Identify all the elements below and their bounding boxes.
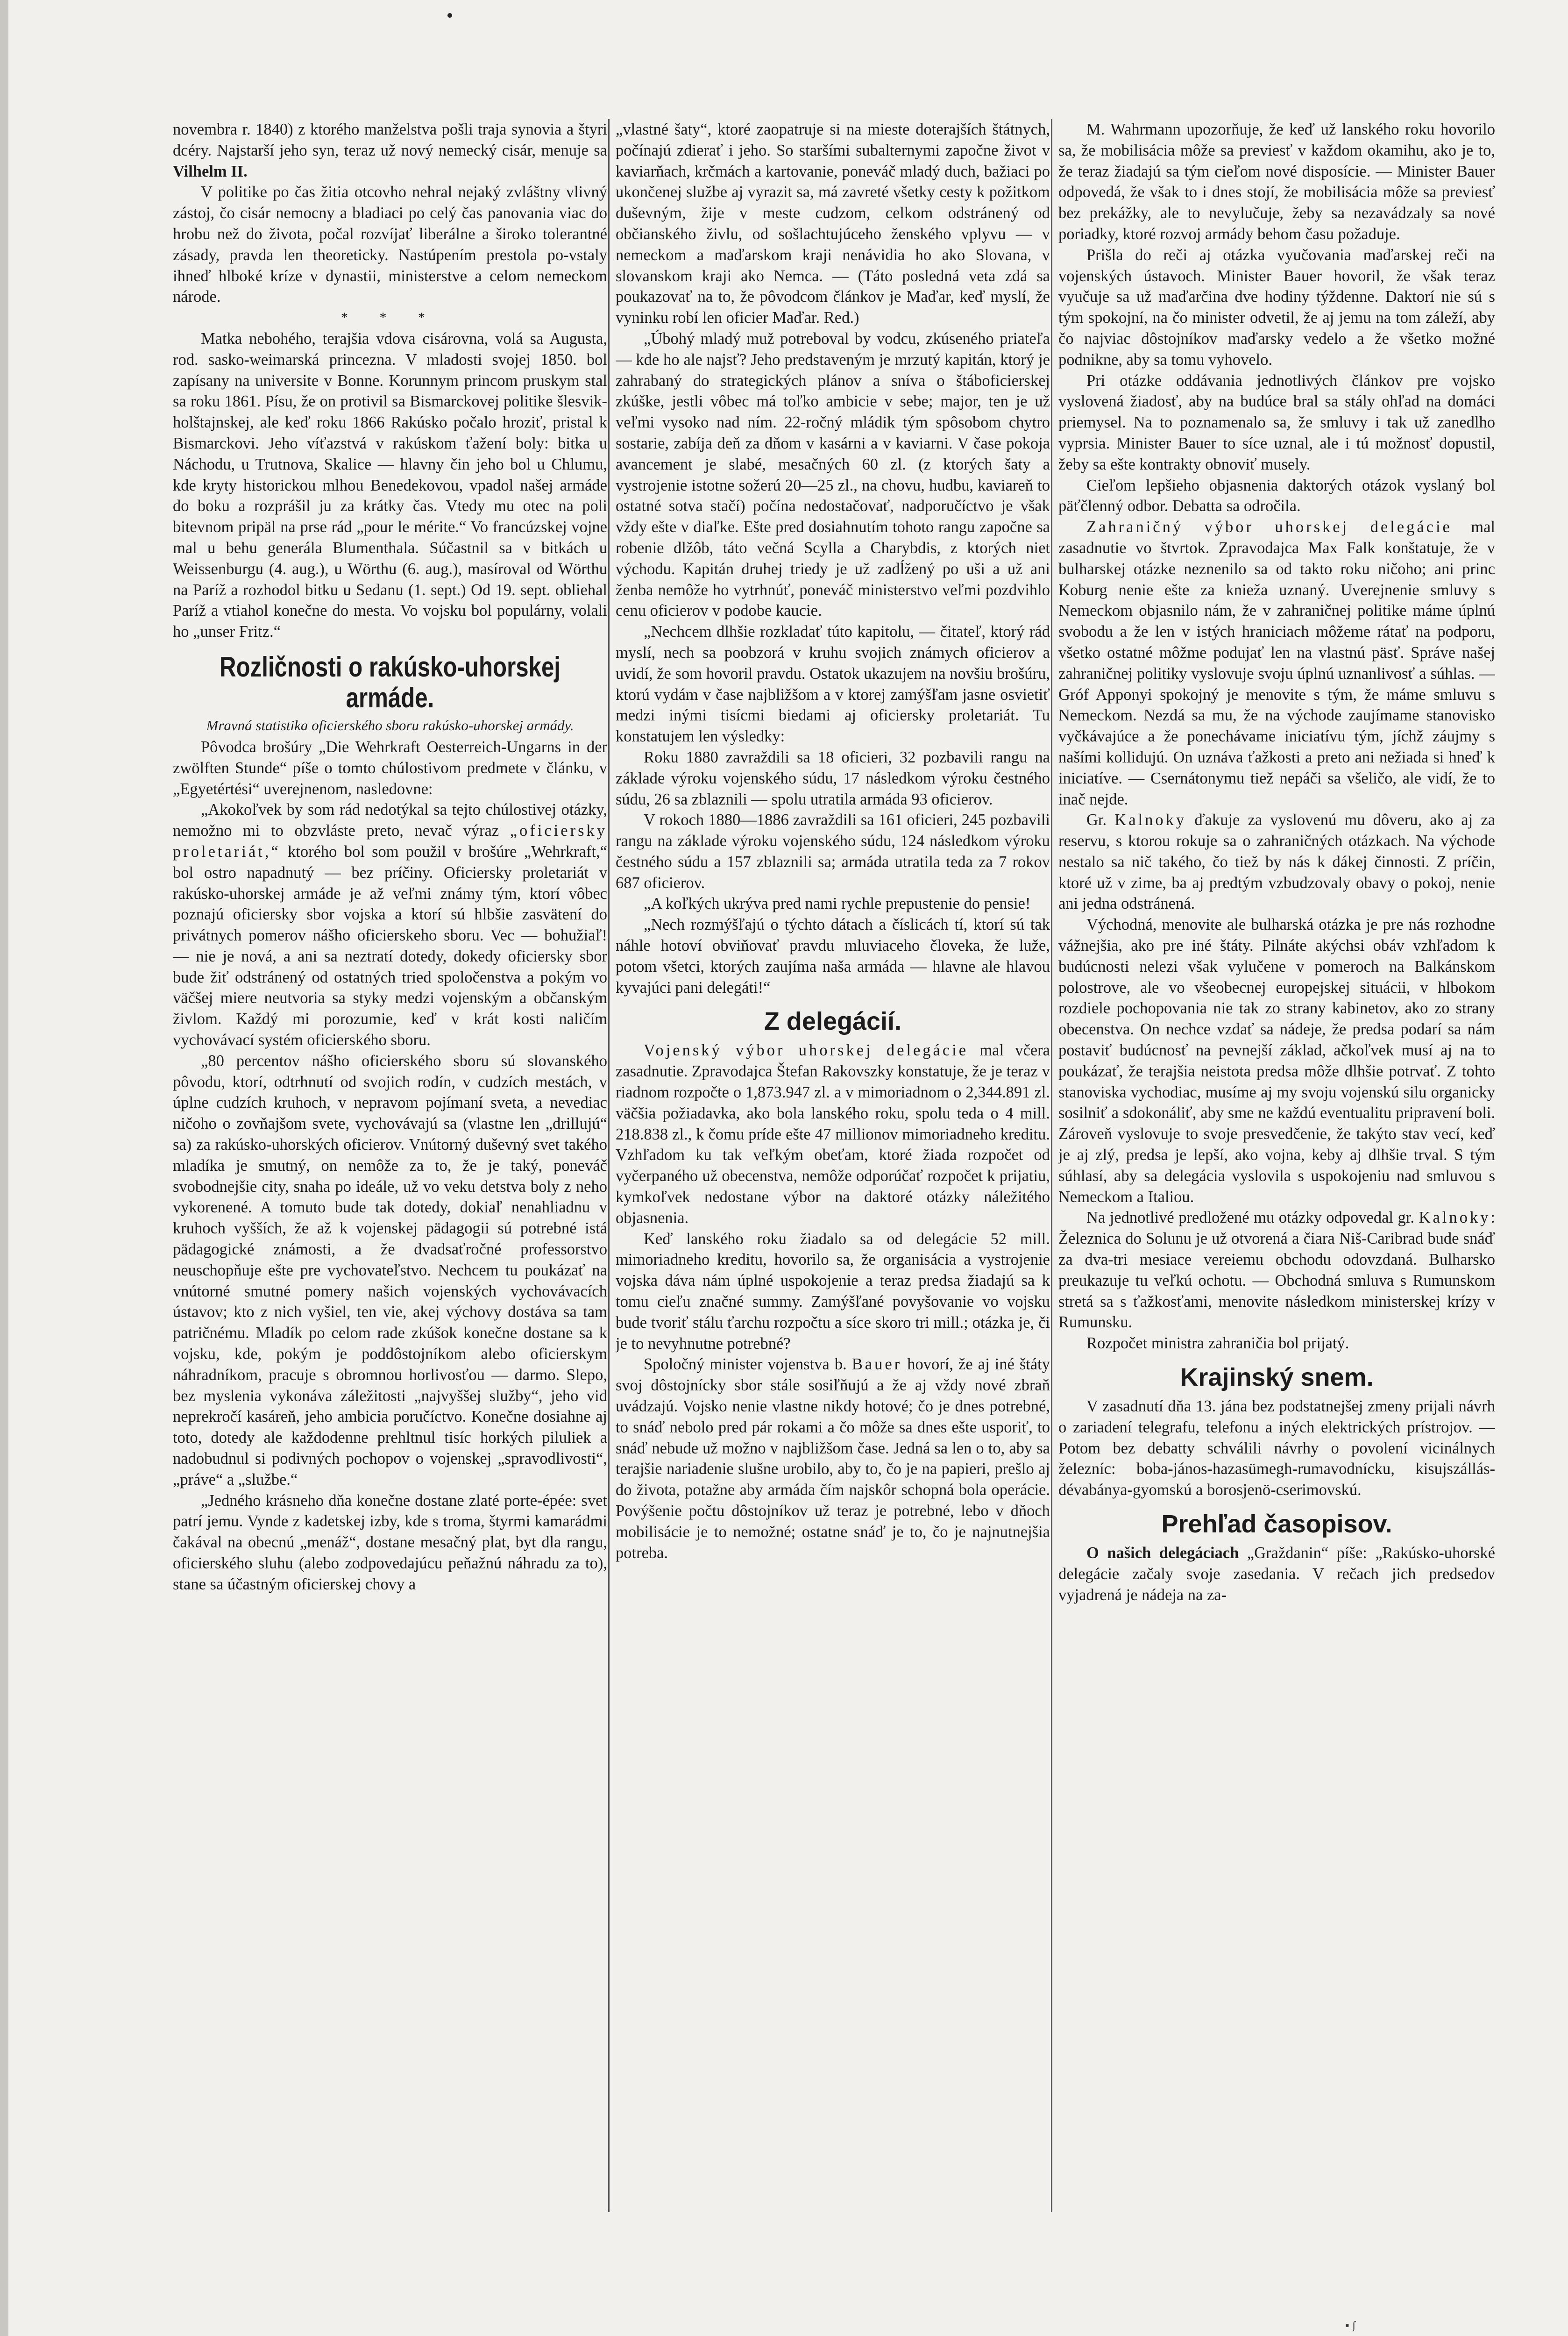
paragraph: Pri otázke oddávania jednotlivých článkov pre vojsko vyslovená žiadosť, aby na budúce bral sa stály ohľad na domáci priemysel. Na to poznamenalo sa, že smluvy i tak už zanedlho vyprsia. Minister Bauer to síce uznal, ale i tú možnosť dopustil, žeby sa ešte kontrakty obnoviť musely. [1058, 371, 1495, 473]
paragraph: Spoločný minister vojenstva b. Bauer hovorí, že aj iné štáty svoj dôstojnícky sbor stále sosiľňujú a že aj vždy nové zbraň uvádzajú. Vojsko nenie vlastne nikdy hotové; čo je dnes potrebné, to snáď nebolo pred pár rokami a čo môže sa dnes ešte usporiť, to snáď nebude už možno v najbližšom čase. Jedná sa len o to, aby sa terajšie nariadenie slušne urobilo, aby to, čo je na papieri, prešlo aj do života, potažne aby armáda čím najskôr schopná bola operácie. Povýšenie počtu dôstojníkov už teraz je potrebné, lebo v dňoch mobilisácie je to nemožné; ostatne snáď je to, čo je najnutnejšia potreba. [616, 1355, 1050, 1562]
article-heading: Rozličnosti o rakúsko-uhorskej armáde. [220, 651, 561, 713]
paragraph: „Jedného krásneho dňa konečne dostane zlaté porte-épée: svet patrí jemu. Vynde z kadetskej izby, kde s troma, štyrmi kamarádmi čakával na obecnú „menáž“, dostane mesačný plat, byt dla rangu, oficierského sluhu (alebo zodpovedajúcu peňažnú náhradu za to), stane sa účastným oficierskej chovy a [173, 1491, 607, 1593]
column-3 [1058, 119, 1495, 2212]
paragraph: Cieľom lepšieho objasnenia daktorých otázok vyslaný bol päťčlenný odbor. Debatta sa odročila. [1058, 476, 1495, 515]
paragraph: „Akokoľvek by som rád nedotýkal sa tejto chúlostivej otázky, nemožno mi to obzvláste preto, nevač výraz „oficiersky proletariát,“ ktorého bol som použil v brošúre „Wehrkraft,“ bol ostro napadnutý — bez príčiny. Oficiersky proletariát v rakúsko-uhorskej armáde je až veľmi známy tým, ktorí vôbec poznajú oficiersky sbor vojska a ktorí sú hlbšie zasvätení do privátnych pomerov nášho oficierskeho sboru. Vec — bohužiaľ! — nie je nová, a ani sa neztratí dotedy, dokedy oficiersky sbor bude žiť odstránený od ostatných tried spoločenstva a pokým vo väčšej miere neutvoria sa styky medzi vojenským a občanským živlom. Každý mi porozumie, keď v krát kosti naličím vychovávací systém oficierského sboru. [173, 801, 607, 1049]
paragraph: Gr. Kalnoky ďakuje za vyslovenú mu dôveru, ako aj za reservu, s ktorou rokuje sa o zahraničných otázkach. Na východe nestalo sa nič takého, čo tiež by nás k dákej činnosti. Z príčin, ktoré už v zime, ba aj predtým vzbudzovaly obavy o pokoj, nenie ani jedna odstránená. [1058, 811, 1495, 913]
paragraph: novembra r. 1840) z ktorého manželstva pošli traja synovia a štyri dcéry. Najstarší jeho syn, teraz už nový nemecký cisár, menuje sa Vilhelm II. [173, 121, 607, 180]
paragraph: „80 percentov nášho oficierského sboru sú slovanského pôvodu, ktorí, odtrhnutí od svojich rodín, v cudzích mestách, v úplne cudzích kruhoch, v nepravom pojímaní sveta, a nevediac ničoho o zovňajšom svete, vychovávajú sa (vlastne len „drillujú“ sa) za rakúsko-uhorských oficierov. Vnútorný duševný svet takého mladíka je smutný, on nemôže za to, že je taký, poneváč svobodnejšie city, snaha po ideále, už vo veku detstva boly z neho vykorenené. A tomuto bude tak dotedy, dokiaľ nenahliadnu v kruhoch vyšších, že až k vojenskej pädagogii sú potrebné istá pädagogické známosti, a že dvadsaťročné professorstvo neuschopňuje ešte pre vychovateľstvo. Nechcem tu poukázať na vnútorné smutné pomery našich vojenských vychovávacích ústavov; kto z nich vyšiel, ten vie, akej výchovy dostáva sa tam patričnému. Mladík po celom rade zkúšok konečne dostane sa k vojsku, kde, pokým je poddôstojníkom alebo oficierskym náhradníkom, pracuje s obromnou horlivosťou — darmo. Slepo, bez myslenia vykonáva záležitosti „najvyššej služby“, jeho vid neprekročí kasáreň, jeho ambicia poručíctvo. Konečne dosiahne aj toto, dotedy ale každodenne prehltnul tisíc horkých piluliek a nadobudnul si podivných pochopov o vojenskej „spravodlivosti“, „práve“ a „službe.“ [173, 1052, 607, 1488]
paragraph: Prišla do reči aj otázka vyučovania maďarskej reči na vojenských ústavoch. Minister Bauer hovoril, že však teraz vyučuje sa už maďarčina dve hodiny týždenne. Daktorí nie sú s tým spokojní, na čo minister odvetil, že aj jemu na tom záleží, aby čo najviac dôstojníkov maďarsky vedelo a že všetko možné podnikne, aby sa tomu vyhovelo. [1058, 246, 1495, 369]
paragraph: Na jednotlivé predložené mu otázky odpovedal gr. Kalnoky: Železnica do Solunu je už otvorená a čiara Niš-Caribrad bude snáď za dva-tri mesiace vereiemu obchodu odovzdaná. Bulharsko preukazuje tu veľkú ochotu. — Obchodná smluva s Rumunskom stretá sa s ťažkosťami, menovite následkom ministerskej krízy v Rumunsku. [1058, 1209, 1495, 1332]
paragraph: V zasadnutí dňa 13. jána bez podstatnejšej zmeny prijali návrh o zariadení telegrafu, telefonu a iných elektrických prístrojov. — Potom bez debatty schválili návrhy o povolení vicinálnych železníc: boba-jános-hazasümegh-rumavodnícku, kisujszállás-dévabánya-gyomskú a borosjenö-cserimovskú. [1058, 1397, 1495, 1499]
scan-mark: ▪ ʃ [1345, 2320, 1356, 2332]
article-heading: Z delegácií. [764, 1007, 902, 1036]
paragraph: V rokoch 1880—1886 zavraždili sa 161 oficieri, 245 pozbavili rangu na základe výroku vojenského súdu, 124 následkom výroku čestného súdu a 157 zblaznili sa; armáda utratila teda za 7 rokov 687 oficierov. [616, 811, 1050, 892]
article-subheading: Mravná statistika oficierského sboru rakúsko-uhorskej armády. [206, 717, 574, 734]
paragraph: Východná, menovite ale bulharská otázka je pre nás rozhodne vážnejšia, ako pre iné štáty. Pilnáte akýchsi obáv vzhľadom k budúcnosti nelezi však vylučene v pomeroch na Balkánskom polostrove, ale vo všeobecnej europejskej situácii, v hlbokom rozdiele pochopovania nie tak zo strany kabinetov, ako zo strany obecenstva. On nechce vzdať sa nádeje, že predsa podarí sa nám postaviť budúcnosť na pevnejší základ, ačkoľvek musí aj na to poukázať, že terajšia neistota predsa môže dlhšie potrvať. Z tohto stanoviska vychodiac, musíme aj my svoju vojenskú silu organicky sosilniť a sdokonáliť, aby sme ne každú eventualitu pripravení boli. Zároveň vyslovuje to svoje presvedčenie, že takýto stav vecí, keď je aj zlý, predsa je lepší, ako vojna, keby aj dlhšie trval. S tým súhlasí, aby sa delegácia vyslovila s uspokojeniu nad smluvou s Nemeckom a Italiou. [1058, 916, 1495, 1206]
article-heading: Krajinský snem. [1180, 1363, 1374, 1392]
paragraph: V politike po čas žitia otcovho nehral nejaký zvláštny vlivný zástoj, čo cisár nemocny a bladiaci po celý čas panovania viac do hrobu než do života, počal rozvíjať liberálne a široko tolerantné zásady, pravda len theoreticky. Nastúpením prestola po-vstaly ihneď hlboké kríze v dynastii, ministerstve a celom nemeckom národe. [173, 183, 607, 306]
scan-edge [0, 0, 8, 2336]
column-2 [616, 119, 1050, 2194]
scan-dot [447, 13, 452, 18]
column-divider [1051, 119, 1052, 2212]
paragraph: „Úbohý mladý muž potreboval by vodcu, zkúseného priateľa — kde ho ale najsť? Jeho predstaveným je mrzutý kapitán, ktorý je zahrabaný do strategických plánov a snívа o štáboficierskej zkúške, jestli vôbec má toľko ambicie v sebe; major, ten je už veľmi vysoko nad ním. 22-ročný mládik tým spôsobom chytro sostarie, zabíja deň za dňom v kasárni a v kaviarni. V čase pokoja avancement je slabé, mesačných 60 zl. (z ktorých šaty a vystrojenie istotne sožerú 20—25 zl., na chovu, hudbu, kaviareň to ostatné sotva stačí) počína nedostačovať, nadporučíctvo je však vždy ešte v diaľke. Ešte pred dosiahnutím tohoto rangu započne sa robenie dlžôb, táto večná Scylla a Charybdis, z ktorých niet východu. Kapitán druhej triedy je už zadĺžený po uši a už ani ženba nemôže ho vytrhnúť, poneváč ministerstvo veľmi pozdvihlo cenu oficierov v podobe kaucie. [616, 329, 1050, 620]
column-divider [608, 119, 610, 2212]
article-heading: Prehľad časopisov. [1161, 1510, 1392, 1538]
column-1 [173, 119, 607, 1866]
paragraph: M. Wahrmann upozorňuje, že keď už lanského roku hovorilo sa, že mobilisácia môže sa previesť v každom okamihu, ako je to, že teraz žiadajú sa tým cieľom nové disposície. — Minister Bauer odpovedá, že však to i dnes stojí, že mobilisácia môže sa previesť bez prekážky, ale to nevylučuje, žeby sa nezavádzaly sa nové poriadky, ktoré rozvoj armády behom času požaduje. [1058, 121, 1495, 243]
paragraph: „Nech rozmýšľajú o týchto dátach a číslicách tí, ktorí sú tak náhle hotoví obviňovať pravdu mluviaceho človeka, že luže, potom všetci, ktorých zaujíma naša armáda — hlavne ale hlavou kyvajúci pani delegáti!“ [616, 916, 1050, 997]
section-separator: * * * [341, 310, 439, 326]
paragraph: Pôvodca brošúry „Die Wehrkraft Oesterreich-Ungarns in der zwölften Stunde“ píše o tomto chúlostivom predmete v článku, v „Egyetértési“ uverejnenom, nasledovne: [173, 738, 607, 798]
paragraph: Matka nebohého, terajšia vdova cisárovna, volá sa Augusta, rod. sasko-weimarská princezna. V mladosti svojej 1850. bol zapísany na universite v Bonne. Korunnym princom pruskym stal sa roku 1861. Písu, že on protivil sa Bismarckovej politike šlesvik-holštajnskej, ale keď roku 1866 Rakúsko počalo hroziť, pristal k Bismarckovi. Jeho víťazstvá v rakúskom ťažení boly: bitka u Náchodu, u Trutnova, Skalice — hlavny čin jeho bol u Chlumu, kde kryty historickou mlhou Benedekovou, vpadol našej armáde do boku a rozprášil ju za krátky čas. Vtedy mu otec na poli bitevnom pripäl na prse rád „pour le mérite.“ Vo francúzskej vojne mal u behu generála Blumenthala. Súčastnil sa v bitkách u Weissenburgu (4. aug.), u Wörthu (6. aug.), masíroval od Wörthu na Paríž a rozhodol bitku u Sedanu (1. sept.) Od 19. sept. obliehal Paríž a vtiahol konečne do mesta. Vo vojsku bol populárny, volali ho „unser Fritz.“ [173, 329, 607, 641]
paragraph: Keď lanského roku žiadalo sa od delegácie 52 mill. mimoriadneho kreditu, hovorilo sa, že organisácia a vystrojenie vojska dáva nám úplné uspokojenie a teraz predsa žiadajú sa k tomu cieľu značné summy. Zamýšľané povyšovanie vo vojsku bude tvoriť stálu ťarchu rozpočtu a síce skoro tri mill.; otázka je, či je to nevyhnutne potrebné? [616, 1230, 1050, 1353]
paragraph: Roku 1880 zavraždili sa 18 oficieri, 32 pozbavili rangu na základe výroku vojenského súdu, 17 následkom výroku čestného súdu, 26 sa zblaznili — spolu utratila armáda 93 oficierov. [616, 748, 1050, 808]
paragraph: Rozpočet ministra zahraničia bol prijatý. [1086, 1334, 1349, 1353]
paragraph: Zahraničný výbor uhorskej delegácie mal zasadnutie vo štvrtok. Zpravodajca Max Falk konštatuje, že v bulharskej otázke neznenilo sa od takto roku ničoho; ani princ Koburg nenie ešte za knieža uznaný. Uverejnenie smluvy s Nemeckom objasnilo nám, že v zahraničnej politike máme úplnú svobodu a že len v istých hraniciach môžeme rátať na podporu, všetko ostatné môžme podujať len na vlastnú päsť. Správe našej zahraničnej politiky vyslovuje svoju úplnú uznanlivosť a súhlas. — Gróf Apponyi spokojný je menovite s tým, že máme smluvu s Nemeckom. Nezdá sa mu, že na východe zaujímame stanovisko vyčkávajúce a že ponechávame iniciatívu tým, jíchž záujmy s našími kollidujú. On uznáva ťažkosti a preto ani nežiada si hneď k iniciatíve. — Csernátonymu tiež nepáči sa všeličo, ale vidí, že to inač nejde. [1058, 518, 1495, 808]
paragraph: O našich delegáciach „Graždanin“ píše: „Rakúsko-uhorské delegácie začaly svoje zasedania. V rečach jich predsedov vyjadrená je nádeja na za- [1058, 1544, 1495, 1604]
paragraph: „vlastné šaty“, ktoré zaopatruje si na mieste doterajších štátnych, počínajú zdierať i jeho. So staršími subalternymi započne život v kaviarňach, krčmách a kartovanie, poneváč mladý duch, bažiaci po ukončenej službe aj vyrazit sa, má zavreté všetky cesty k požitkom duševným, žije v meste cudzom, celkom odstránený od občianského živlu, od sošlachtujúceho ženského vplyvu — v nemeckom a maďarskom kraji nenávidia ho ako Slovana, v slovanskom kraji ako Nemca. — (Táto posledná veta zdá sa poukazovať na to, že pôvodcom článkov je Maďar, keď myslí, že vyninku robí len oficier Maďar. Red.) [616, 121, 1050, 327]
paragraph: „A koľkých ukrýva pred nami rychle prepustenie do pensie! [644, 895, 1031, 913]
paragraph: „Nechcem dlhšie rozkladať túto kapitolu, — čitateľ, ktorý rád myslí, nech sa poobzorá v kruhu svojich známych oficierov a uvidí, že som hovoril pravdu. Ostatok ukazujem na novšiu brošúru, ktorú vydám v čase najbližšom a v ktorej zamýšľam jasne osvietiť medzi inými tisícmi biedami aj oficiersky proletariát. Tu konstatujem len výsledky: [616, 623, 1050, 746]
paragraph: Vojenský výbor uhorskej delegácie mal včera zasadnutie. Zpravodajca Štefan Rakovszky konstatuje, že je teraz v riadnom rozpočte o 1,873.947 zl. a v mimoriadnom o 2,344.891 zl. väčšia požiadavka, ako bola lanského roku, spolu teda o 4 mill. 218.838 zl., k čomu príde ešte 47 millionov mimoriadneho kreditu. Vzhľadom ku tak veľkým obeťam, ktoré žiada rozpočet od vyčerpaného už obecenstva, nemôže odporúčať rozpočet k prijatiu, kymkoľvek nedostane výbor na daktoré otázky náležitého objasnenia. [616, 1041, 1050, 1227]
